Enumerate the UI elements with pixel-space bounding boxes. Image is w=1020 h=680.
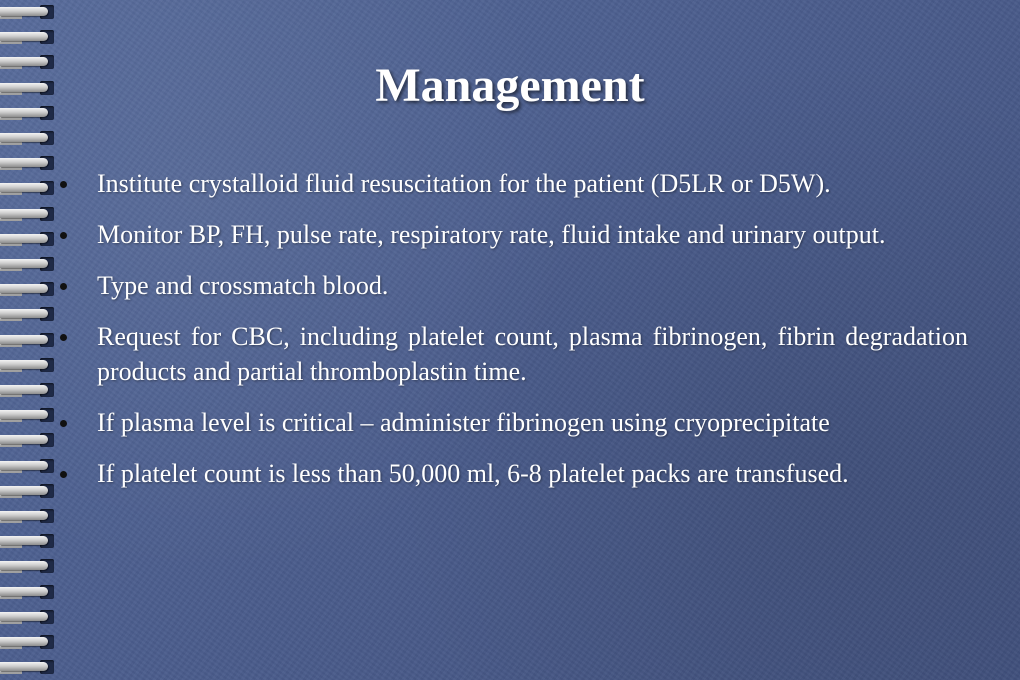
binding-wire — [0, 309, 48, 318]
binding-wire — [0, 385, 48, 394]
binding-wire — [0, 133, 48, 142]
binding-wire — [0, 612, 48, 621]
binding-wire — [0, 7, 48, 16]
binding-wire — [0, 259, 48, 268]
bullet-text: Monitor BP, FH, pulse rate, respiratory rate, fluid intake and urinary output. — [97, 220, 886, 249]
spiral-ring-icon — [0, 130, 52, 148]
bullet-item — [60, 166, 968, 201]
binding-wire — [0, 234, 48, 243]
binding-wire — [0, 486, 48, 495]
spiral-ring-icon — [0, 332, 52, 350]
bullet-dot-icon — [60, 232, 67, 239]
spiral-ring-icon — [0, 281, 52, 299]
spiral-ring-icon — [0, 407, 52, 425]
binding-wire — [0, 561, 48, 570]
spiral-ring-icon — [0, 634, 52, 652]
spiral-ring-icon — [0, 4, 52, 22]
bullet-text: If plasma level is critical – administer fibrinogen using cryoprecipitate — [97, 408, 830, 437]
binding-wire — [0, 435, 48, 444]
bullet-text: Institute crystalloid fluid resuscitation for the patient (D5LR or D5W). — [97, 169, 831, 198]
bullet-dot-icon — [60, 283, 67, 290]
bullet-text: If platelet count is less than 50,000 ml, 6-8 platelet packs are transfused. — [97, 459, 849, 488]
bullet-item — [60, 405, 968, 440]
spiral-ring-icon — [0, 584, 52, 602]
binding-wire — [0, 335, 48, 344]
spiral-ring-icon — [0, 357, 52, 375]
spiral-ring-icon — [0, 180, 52, 198]
bullet-item — [60, 456, 968, 491]
binding-wire — [0, 410, 48, 419]
bullet-item — [60, 268, 968, 303]
spiral-ring-icon — [0, 382, 52, 400]
spiral-ring-icon — [0, 231, 52, 249]
binding-wire — [0, 284, 48, 293]
binding-wire — [0, 158, 48, 167]
binding-wire — [0, 32, 48, 41]
bullet-text: Request for CBC, including platelet count, plasma fibrinogen, fibrin degradation products and partial thromboplastin time. — [97, 322, 968, 386]
spiral-ring-icon — [0, 609, 52, 627]
spiral-ring-icon — [0, 206, 52, 224]
bullet-text: Type and crossmatch blood. — [97, 271, 389, 300]
binding-wire — [0, 637, 48, 646]
spiral-ring-icon — [0, 256, 52, 274]
bullet-dot-icon — [60, 181, 67, 188]
bullet-item — [60, 319, 968, 389]
binding-wire — [0, 587, 48, 596]
bullet-dot-icon — [60, 334, 67, 341]
spiral-ring-icon — [0, 483, 52, 501]
binding-wire — [0, 511, 48, 520]
spiral-ring-icon — [0, 432, 52, 450]
spiral-ring-icon — [0, 533, 52, 551]
spiral-ring-icon — [0, 29, 52, 47]
binding-wire — [0, 461, 48, 470]
spiral-ring-icon — [0, 306, 52, 324]
spiral-ring-icon — [0, 508, 52, 526]
bullet-list — [60, 166, 968, 507]
spiral-ring-icon — [0, 659, 52, 677]
bullet-dot-icon — [60, 471, 67, 478]
binding-wire — [0, 662, 48, 671]
bullet-item — [60, 217, 968, 252]
binding-wire — [0, 360, 48, 369]
spiral-ring-icon — [0, 458, 52, 476]
slide-title: Management — [375, 59, 645, 112]
binding-wire — [0, 183, 48, 192]
binding-wire — [0, 209, 48, 218]
binding-wire — [0, 536, 48, 545]
spiral-ring-icon — [0, 155, 52, 173]
bullet-dot-icon — [60, 420, 67, 427]
spiral-ring-icon — [0, 558, 52, 576]
